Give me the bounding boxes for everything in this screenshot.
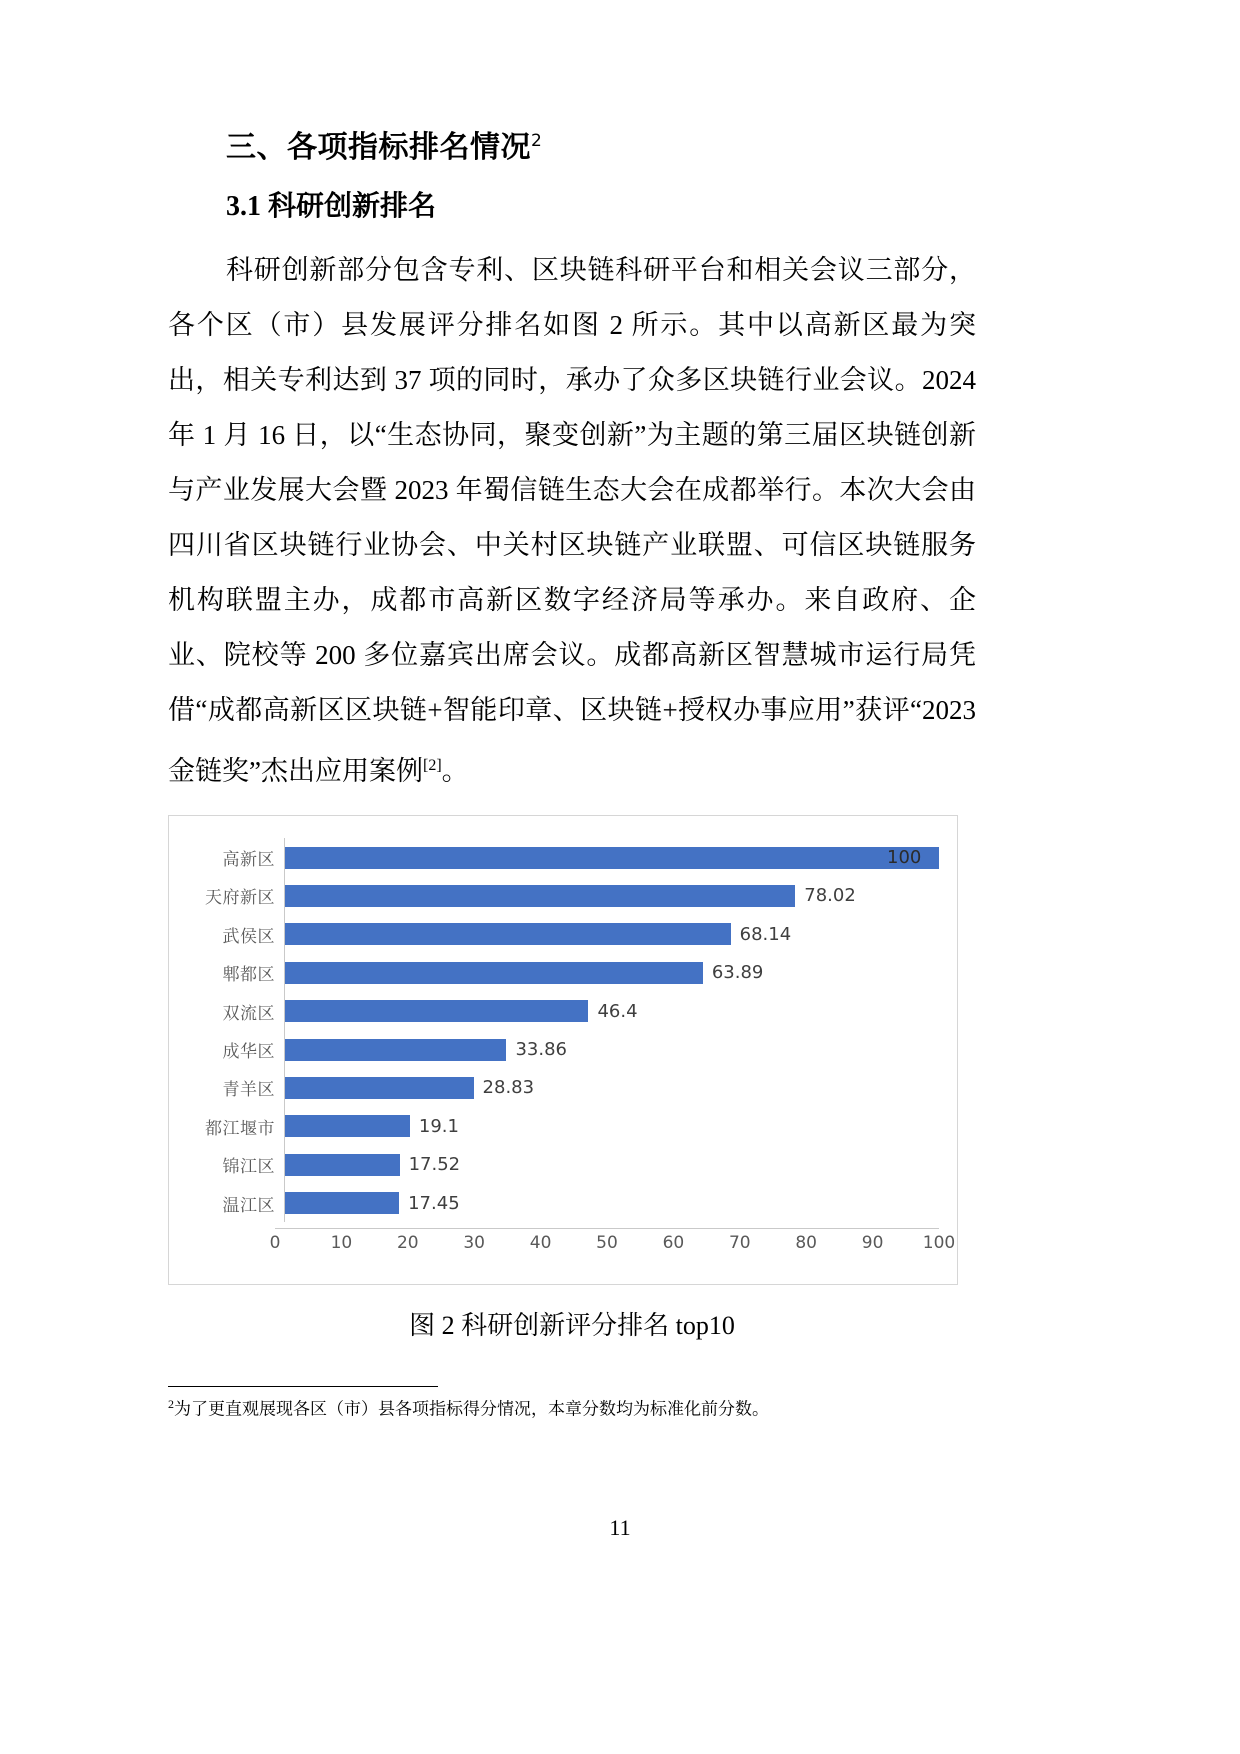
chart-category-label: 都江堰市 (205, 1118, 275, 1139)
chart-area (169, 816, 957, 1284)
chart-bar-value: 100 (887, 847, 922, 869)
chart-bar (285, 1115, 410, 1137)
chart-bar-track (284, 1184, 939, 1222)
x-axis-tick: 100 (922, 1233, 956, 1254)
chart-bar (285, 1000, 588, 1022)
figure-caption: 图 2 科研创新评分排名 top10 (409, 1311, 735, 1341)
x-axis-tick: 80 (795, 1233, 818, 1254)
chart-category-label: 武侯区 (222, 926, 275, 947)
chart-bar-value: 78.02 (804, 885, 856, 907)
x-axis-tick: 30 (463, 1233, 486, 1254)
chart-category-label: 温江区 (222, 1195, 275, 1216)
chart-category-label: 郫都区 (222, 965, 275, 986)
x-axis-line (275, 1228, 939, 1229)
x-axis-tick: 40 (529, 1233, 552, 1254)
x-axis-tick: 90 (861, 1233, 884, 1254)
chart-bar (285, 923, 731, 945)
x-axis-tick: 60 (662, 1233, 685, 1254)
chart-category-label: 高新区 (222, 850, 275, 871)
chart-bar-track (284, 915, 939, 953)
x-axis-tick: 20 (396, 1233, 419, 1254)
body-paragraph-text: 科研创新部分包含专利、区块链科研平台和相关会议三部分，各个区（市）县发展评分排名如图 2 所示。其中以高新区最为突出，相关专利达到 37 项的同时，承办了众多区块链行业会议。2024 年 1 月 16 日，以“生态协同，聚变创新”为主题的第三届区块链创新与产业发展大会暨 2023 年蜀信链生态大会在成都举行。本次大会由四川省区块链行业协会、中关村区块链产业联盟、可信区块链服务机构联盟主办，成都市高新区数字经济局等承办。来自政府、企业、院校等 200 多位嘉宾出席会议。成都高新区智慧城市运行局凭借“成都高新区区块链+智能印章、区块链+授权办事应用”获评“2023 金链奖”杰出应用案例 (168, 255, 976, 787)
chart-bar-track (284, 1107, 939, 1145)
reference-marker: [2] (422, 757, 442, 775)
chart-bar-track (284, 954, 939, 992)
x-axis-tick: 70 (728, 1233, 751, 1254)
chart-category-label: 锦江区 (222, 1157, 275, 1178)
chart-bar-track (284, 1069, 939, 1107)
chart-category-label: 天府新区 (205, 888, 275, 909)
chart-bar-value: 33.86 (515, 1039, 567, 1061)
paragraph-tail: 。 (441, 756, 469, 787)
chart-bar-track (284, 1146, 939, 1184)
body-paragraph (168, 243, 976, 799)
chart-bar (285, 962, 703, 984)
chart-row (199, 954, 939, 992)
chart-bar-track (284, 877, 939, 915)
chart-category-label: 成华区 (222, 1042, 275, 1063)
footnote-text: 为了更直观展现各区（市）县各项指标得分情况，本章分数均为标准化前分数。 (174, 1400, 769, 1420)
chart-row (199, 1146, 939, 1184)
chart-category-label: 双流区 (222, 1003, 275, 1024)
footnote-marker: 2 (168, 1397, 174, 1412)
chart-bar-value: 68.14 (739, 923, 792, 945)
chart-rows (199, 838, 939, 1222)
x-axis-tick: 10 (330, 1233, 353, 1254)
page-number: 11 (609, 1515, 631, 1540)
figure-bar-chart (168, 815, 958, 1285)
x-axis-tick: 50 (596, 1233, 618, 1254)
x-axis-tick: 0 (269, 1233, 281, 1254)
chart-bar-track (284, 1030, 939, 1068)
chart-bar (285, 847, 939, 869)
chart-row (199, 838, 939, 876)
chart-row (199, 1184, 939, 1222)
chart-category-label: 青羊区 (222, 1080, 275, 1101)
chart-row (199, 915, 939, 953)
chart-bar-value: 63.89 (711, 962, 764, 984)
chart-bar-value: 17.45 (408, 1192, 460, 1214)
chart-bar-value: 17.52 (408, 1154, 461, 1176)
section-subtitle: 3.1 科研创新排名 (226, 191, 437, 222)
chart-row (199, 1069, 939, 1107)
chart-bar (285, 1077, 474, 1099)
page-title (226, 128, 976, 167)
page-title-text: 三、各项指标排名情况 (226, 130, 531, 165)
chart-bar (285, 1154, 400, 1176)
chart-row (199, 1107, 939, 1145)
chart-bar-track (284, 992, 939, 1030)
chart-bar-value: 46.4 (597, 1000, 638, 1022)
chart-row (199, 992, 939, 1030)
footnote-separator (168, 1386, 438, 1387)
chart-row (199, 1030, 939, 1068)
chart-x-axis (269, 1228, 956, 1254)
chart-bar-value: 28.83 (482, 1077, 535, 1099)
chart-bar (285, 885, 795, 907)
chart-bar (285, 1039, 506, 1061)
page-title-footnote-marker: 2 (531, 131, 543, 151)
chart-bar (285, 1192, 399, 1214)
page-content (168, 128, 976, 1423)
footnote (168, 1395, 976, 1422)
chart-row (199, 877, 939, 915)
chart-bar-value: 19.1 (418, 1115, 459, 1137)
chart-bar-track (284, 838, 939, 876)
